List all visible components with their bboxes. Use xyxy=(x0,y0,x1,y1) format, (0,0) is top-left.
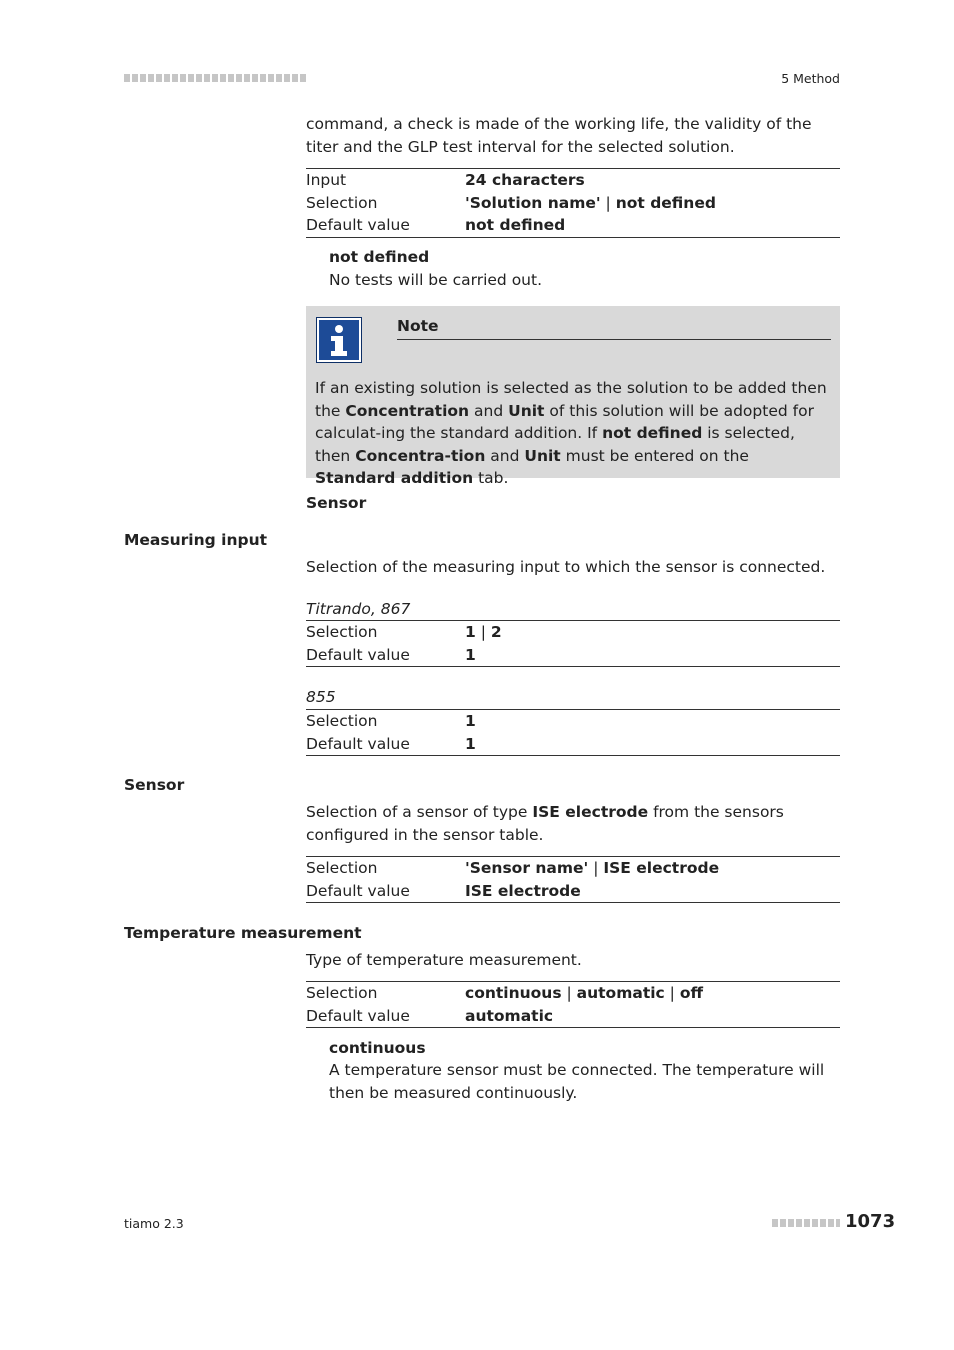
separator: | xyxy=(600,193,616,212)
row-value: 24 characters xyxy=(465,171,585,189)
option: not defined xyxy=(615,193,716,212)
footer-product: tiamo 2.3 xyxy=(124,1216,184,1231)
row-value: 1 xyxy=(465,712,476,730)
measuring-input-table xyxy=(306,620,840,667)
sensor-table xyxy=(306,856,840,903)
row-value: 1 xyxy=(465,734,476,753)
parameter-label: Sensor xyxy=(124,776,185,794)
table-row xyxy=(306,880,840,903)
option: 'Solution name' xyxy=(465,193,601,212)
note-text: and xyxy=(469,401,509,420)
note-term: Unit xyxy=(508,401,545,420)
table-row xyxy=(306,644,840,667)
section-subheading: Sensor xyxy=(306,494,367,512)
parameter-label: Measuring input xyxy=(124,531,268,549)
row-key: Selection xyxy=(306,859,378,877)
definition-term: not defined xyxy=(329,248,430,266)
note-text: of this solution will be adopted for calculat-ing the standard addition. If xyxy=(315,401,814,442)
info-icon xyxy=(316,317,362,363)
row-key: Input xyxy=(306,171,347,189)
option: 'Sensor name' xyxy=(465,859,589,877)
option: 1 xyxy=(465,623,476,641)
note-body xyxy=(315,377,831,490)
desc-text: Selection of a sensor of type xyxy=(306,803,533,821)
intro-paragraph: command, a check is made of the working life, the validity of the titer and the GLP test interval for the selected solution. xyxy=(306,115,812,156)
table-row xyxy=(306,733,840,756)
option: automatic xyxy=(576,984,665,1002)
row-key: Selection xyxy=(306,984,378,1002)
row-value xyxy=(465,192,716,215)
definition-term: continuous xyxy=(329,1039,426,1057)
parameter-label: Temperature measurement xyxy=(124,924,362,942)
note-box xyxy=(306,306,840,487)
row-key: Default value xyxy=(306,1006,410,1025)
option: 2 xyxy=(490,623,502,641)
parameter-desc: Selection of the measuring input to which the sensor is connected. xyxy=(306,558,826,576)
table-row xyxy=(306,169,840,192)
note-title: Note xyxy=(397,315,831,340)
row-key: Default value xyxy=(306,881,410,900)
table-row xyxy=(306,982,840,1005)
row-key: Default value xyxy=(306,645,410,664)
definition-desc: No tests will be carried out. xyxy=(329,271,543,289)
row-value: not defined xyxy=(465,216,566,234)
note-term: Standard addition xyxy=(315,469,474,487)
separator: | xyxy=(475,623,491,641)
solution-table xyxy=(306,168,840,238)
desc-term: ISE electrode xyxy=(532,803,649,821)
row-key: Selection xyxy=(306,712,378,730)
table-caption: Titrando, 867 xyxy=(306,600,411,618)
row-value: 1 xyxy=(465,645,476,664)
separator: | xyxy=(588,859,604,877)
row-key: Default value xyxy=(306,734,410,753)
note-text: must be entered on the xyxy=(560,446,749,465)
row-value xyxy=(465,857,719,880)
definition-desc: A temperature sensor must be connected. The temperature will then be measured continuously. xyxy=(329,1061,825,1102)
row-key: Selection xyxy=(306,623,378,641)
header-chapter: 5 Method xyxy=(781,71,840,86)
row-key: Default value xyxy=(306,216,410,234)
footer-decoration xyxy=(772,1219,840,1227)
table-row xyxy=(306,192,840,215)
table-row xyxy=(306,621,840,644)
row-value: automatic xyxy=(465,1006,554,1025)
note-term: Unit xyxy=(524,446,561,465)
note-term: Concentration xyxy=(345,401,470,420)
note-text: is selected, then xyxy=(315,424,795,465)
separator: | xyxy=(664,984,680,1002)
table-caption: 855 xyxy=(306,688,336,706)
note-term: Concentra-tion xyxy=(355,446,486,465)
row-value xyxy=(465,621,502,644)
table-row xyxy=(306,1005,840,1028)
note-text: tab. xyxy=(473,469,509,487)
option: continuous xyxy=(465,984,562,1002)
parameter-desc xyxy=(306,801,842,846)
option: ISE electrode xyxy=(603,859,720,877)
page-number: 1073 xyxy=(845,1211,896,1232)
table-row xyxy=(306,857,840,880)
table-row xyxy=(306,710,840,733)
note-text: If an existing solution is selected as the solution to be added then the xyxy=(315,379,827,420)
parameter-desc: Type of temperature measurement. xyxy=(306,951,582,969)
table-row xyxy=(306,214,840,237)
temperature-table xyxy=(306,981,840,1028)
row-value: ISE electrode xyxy=(465,881,581,900)
note-term: not defined xyxy=(602,424,703,442)
note-text: and xyxy=(485,446,525,465)
measuring-input-table-855 xyxy=(306,709,840,756)
option: off xyxy=(679,984,704,1002)
separator: | xyxy=(561,984,577,1002)
row-key: Selection xyxy=(306,193,378,212)
desc-text: from the sensors configured in the sensor table. xyxy=(306,803,784,844)
row-value xyxy=(465,982,703,1005)
header-decoration xyxy=(124,74,308,82)
